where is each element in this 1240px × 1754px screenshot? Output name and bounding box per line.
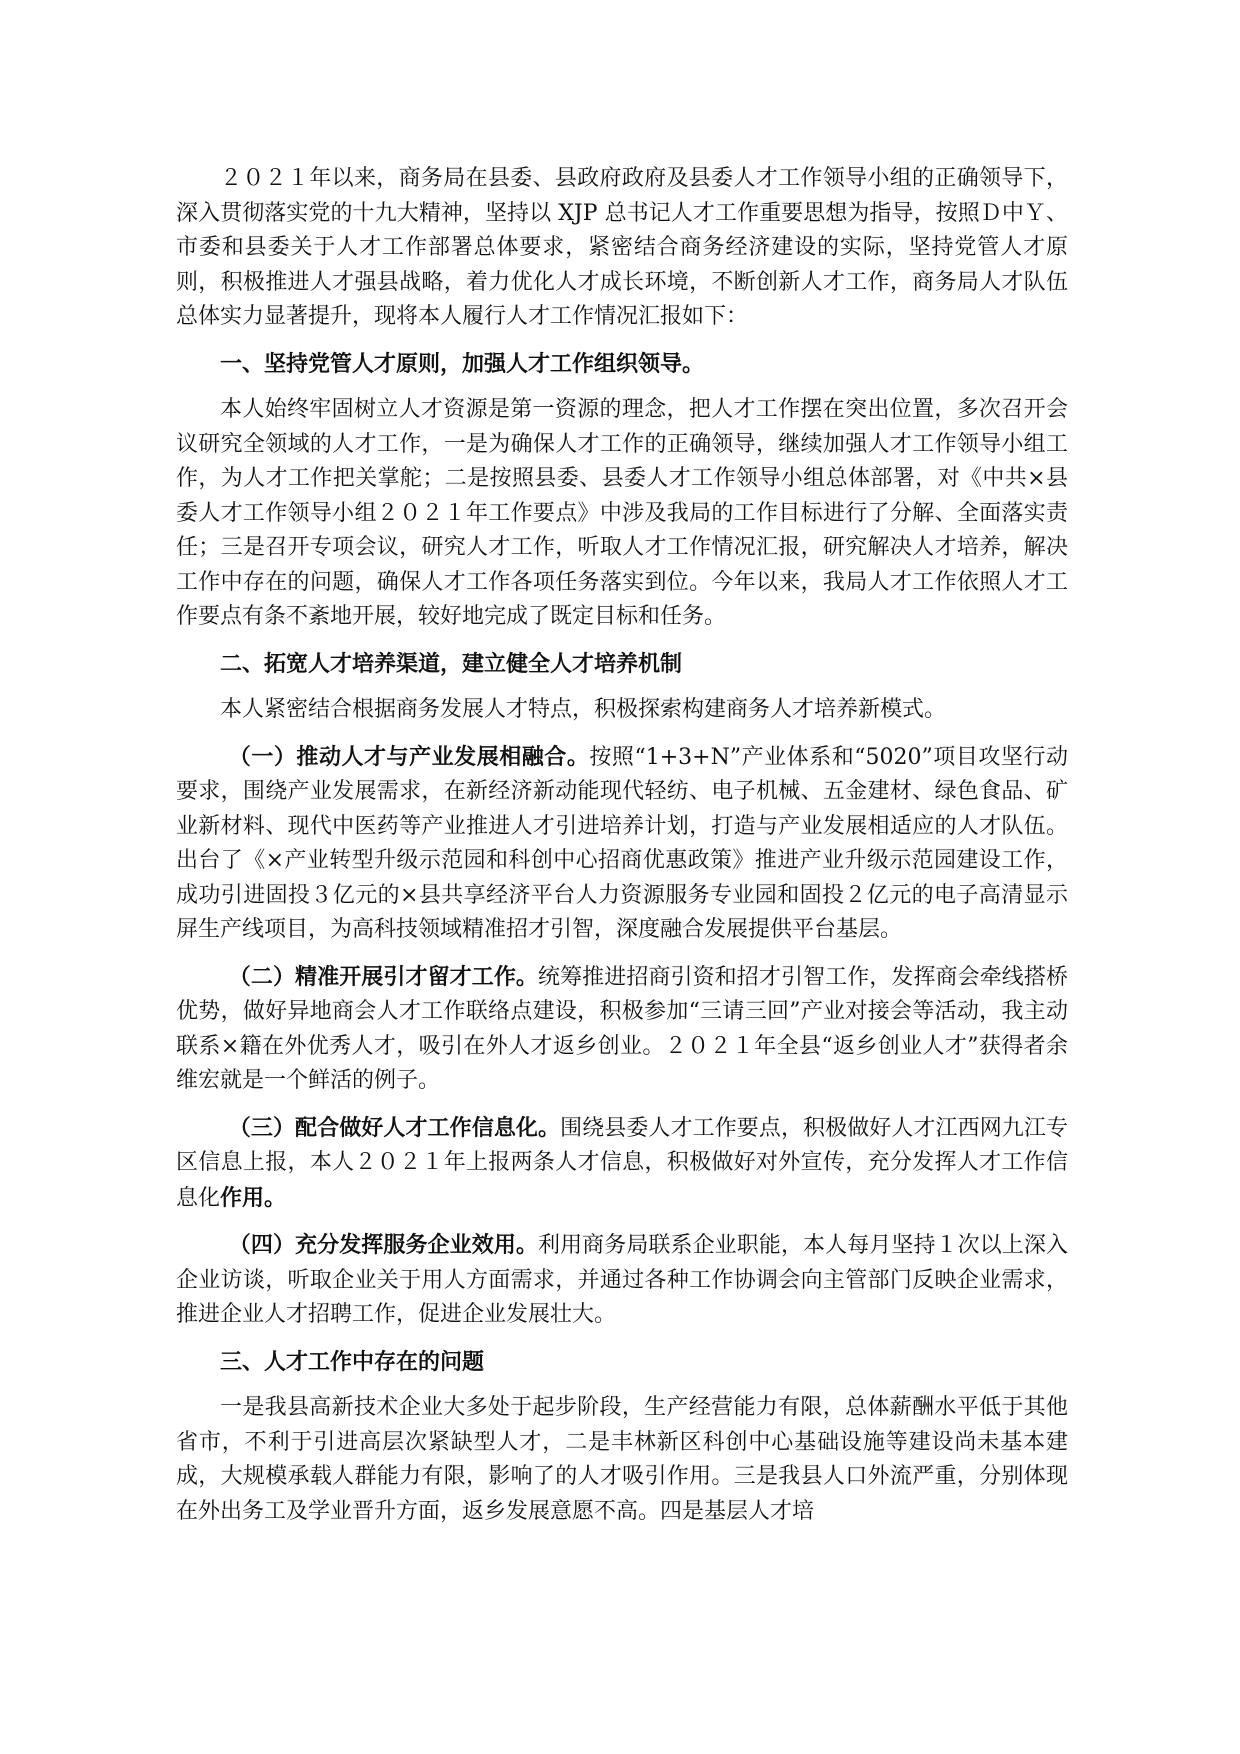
item-3-text: 围绕县委人才工作要点，积极做好人才江西网九江专区信息上报，本人２０２１年上报两条人才信息，积极做好对外宣传，充分发挥人才工作信息化 [176, 1115, 1068, 1211]
item-3-tail: 作用。 [220, 1184, 287, 1211]
item-1-lead: （一）推动人才与产业发展相融合。 [228, 743, 590, 770]
item-2-text: 统筹推进招商引资和招才引智工作，发挥商会牵线搭桥优势，做好异地商会人才工作联络点建设，积极参加“三请三回”产业对接会等活动，我主动联系×籍在外优秀人才，吸引在外人才返乡创业。２０２１年全县“返乡创业人才”获得者余维宏就是一个鲜活的例子。 [176, 964, 1068, 1093]
section-2-item-1 [176, 740, 1068, 948]
item-4-lead: （四）充分发挥服务企业效用。 [228, 1232, 538, 1258]
intro-paragraph: ２０２１年以来，商务局在县委、县政府政府及县委人才工作领导小组的正确领导下，深入贯彻落实党的十九大精神，坚持以 XJP 总书记人才工作重要思想为指导，按照Ｄ中Ｙ、市委和县委关于人才工作部署总体要求，紧密结合商务经济建设的实际，坚持党管人才原则，积极推进人才强县战略，着力优化人才成长环境，不断创新人才工作，商务局人才队伍总体实力显著提升，现将本人履行人才工作情况汇报如下： [176, 166, 1068, 329]
section-3-body: 一是我县高新技术企业大多处于起步阶段，生产经营能力有限，总体薪酬水平低于其他省市，不利于引进高层次紧缺型人才，二是丰林新区科创中心基础设施等建设尚未基本建成，大规模承载人群能力有限，影响了的人才吸引作用。三是我县人口外流严重，分别体现在外出务工及学业晋升方面，返乡发展意愿不高。四是基层人才培 [176, 1395, 1068, 1524]
section-2-body: 本人紧密结合根据商务发展人才特点，积极探索构建商务人才培养新模式。 [220, 697, 947, 722]
item-4-text: 利用商务局联系企业职能，本人每月坚持１次以上深入企业访谈，听取企业关于用人方面需求，并通过各种工作协调会向主管部门反映企业需求，推进企业人才招聘工作，促进企业发展壮大。 [176, 1233, 1068, 1327]
item-2-lead: （二）精准开展引才留才工作。 [228, 963, 538, 990]
section-2-item-3 [176, 1111, 1068, 1217]
item-1-text: 按照“1+3+N”产业体系和“5020”项目攻坚行动要求，围绕产业发展需求，在新经济新动能现代轻纺、电子机械、五金建材、绿色食品、矿业新材料、现代中医药等产业推进人才引进培养计划，打造与产业发展相适应的人才队伍。出台了《×产业转型升级示范园和科创中心招商优惠政策》推进产业升级示范园建设工作，成功引进固投３亿元的×县共享经济平台人力资源服务专业园和固投２亿元的电子高清显示屏生产线项目，为高科技领域精准招才引智，深度融合发展提供平台基层。 [176, 744, 1068, 942]
section-1-heading: 一、坚持党管人才原则，加强人才工作组织领导。 [220, 350, 705, 377]
section-2-item-2 [176, 960, 1068, 1099]
section-1-body: 本人始终牢固树立人才资源是第一资源的理念，把人才工作摆在突出位置，多次召开会议研究全领域的人才工作，一是为确保人才工作的正确领导，继续加强人才工作领导小组工作，为人才工作把关掌舵；二是按照县委、县委人才工作领导小组总体部署，对《中共×县委人才工作领导小组２０２１年工作要点》中涉及我局的工作目标进行了分解、全面落实责任；三是召开专项会议，研究人才工作，听取人才工作情况汇报，研究解决人才培养，解决工作中存在的问题，确保人才工作各项任务落实到位。今年以来，我局人才工作依照人才工作要点有条不紊地开展，较好地完成了既定目标和任务。 [176, 397, 1068, 629]
item-3-lead: （三）配合做好人才工作信息化。 [228, 1114, 561, 1141]
section-3-heading: 三、人才工作中存在的问题 [220, 1348, 485, 1375]
document-body [176, 162, 1068, 1529]
section-2-heading: 二、拓宽人才培养渠道，建立健全人才培养机制 [220, 650, 683, 677]
section-2-item-4 [176, 1228, 1068, 1333]
